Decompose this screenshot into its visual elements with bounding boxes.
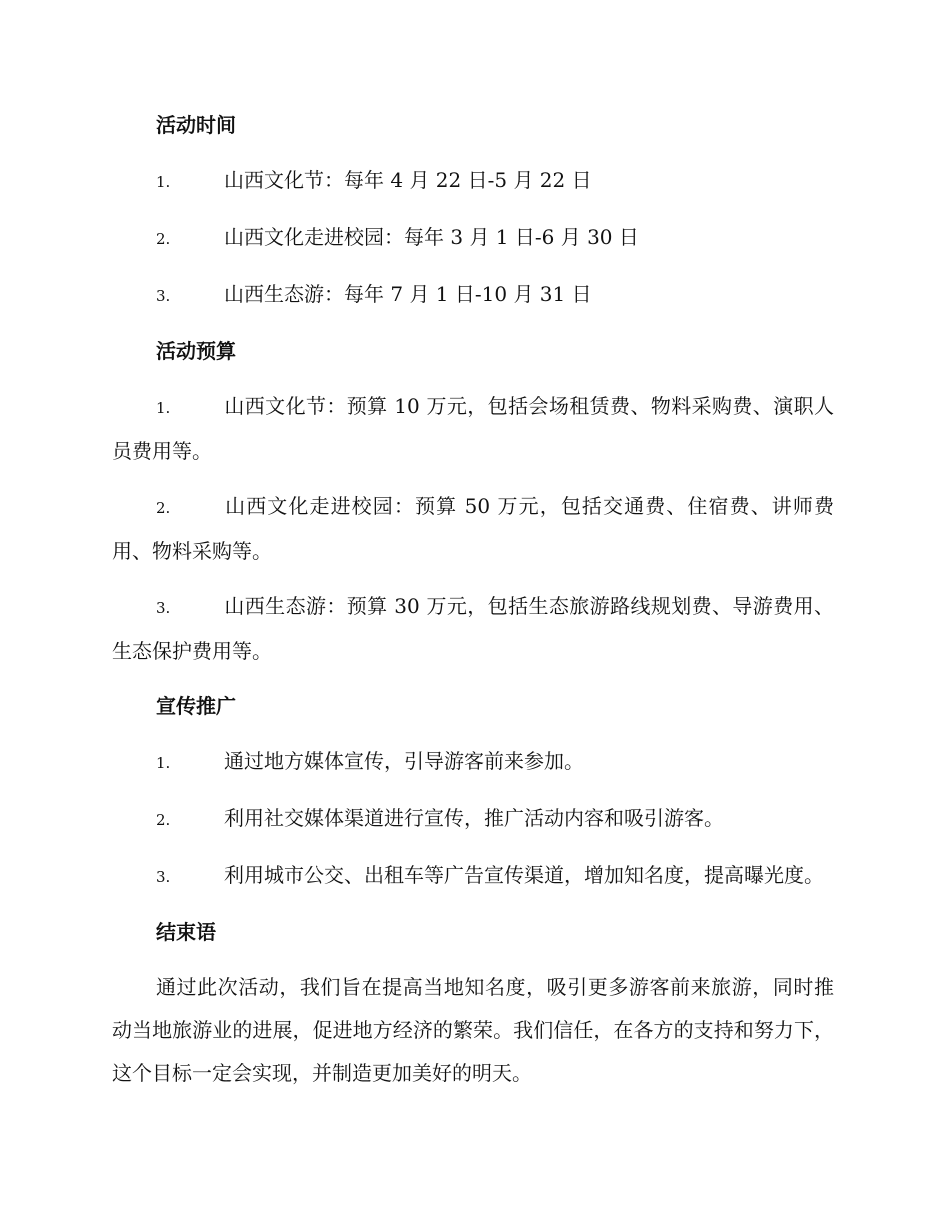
list-item — [112, 585, 834, 673]
list-number: 3. — [156, 287, 171, 305]
list-number: 3. — [156, 868, 171, 886]
list-number: 2. — [156, 499, 171, 517]
list-item-text: 利用社交媒体渠道进行宣传，推广活动内容和吸引游客。 — [224, 806, 724, 830]
document-body — [112, 104, 834, 1107]
list-number: 2. — [156, 811, 171, 829]
list-item — [112, 797, 834, 842]
list-item — [112, 854, 834, 899]
list-item-text: 山西文化节：预算 10 万元，包括会场租赁费、物料采购费、演职人员费用等。 — [112, 394, 834, 463]
list-item — [112, 216, 834, 261]
list-item-text: 山西文化走进校园：每年 3 月 1 日-6 月 30 日 — [224, 225, 639, 249]
list-item — [112, 485, 834, 573]
list-item — [112, 159, 834, 204]
list-item-text: 山西文化节：每年 4 月 22 日-5 月 22 日 — [224, 168, 592, 192]
list-item-text: 山西文化走进校园：预算 50 万元，包括交通费、住宿费、讲师费用、物料采购等。 — [112, 494, 834, 563]
list-number: 1. — [156, 399, 171, 417]
section-heading-budget: 活动预算 — [156, 339, 236, 363]
list-item — [112, 740, 834, 785]
list-number: 3. — [156, 599, 171, 617]
list-item-text: 通过地方媒体宣传，引导游客前来参加。 — [224, 749, 584, 773]
conclusion-paragraph: 通过此次活动，我们旨在提高当地知名度，吸引更多游客前来旅游，同时推动当地旅游业的进展，促进地方经济的繁荣。我们信任，在各方的支持和努力下，这个目标一定会实现，并制造更加美好的明天。 — [112, 975, 834, 1085]
list-item-text: 山西生态游：每年 7 月 1 日-10 月 31 日 — [224, 282, 592, 306]
list-number: 2. — [156, 230, 171, 248]
list-item — [112, 385, 834, 473]
list-item-text: 利用城市公交、出租车等广告宣传渠道，增加知名度，提高曝光度。 — [224, 863, 824, 887]
list-number: 1. — [156, 754, 171, 772]
section-heading-conclusion: 结束语 — [156, 920, 216, 944]
list-number: 1. — [156, 173, 171, 191]
section-heading-promotion: 宣传推广 — [156, 694, 236, 718]
section-heading-time: 活动时间 — [156, 113, 236, 137]
list-item — [112, 273, 834, 318]
list-item-text: 山西生态游：预算 30 万元，包括生态旅游路线规划费、导游费用、生态保护费用等。 — [112, 594, 834, 663]
